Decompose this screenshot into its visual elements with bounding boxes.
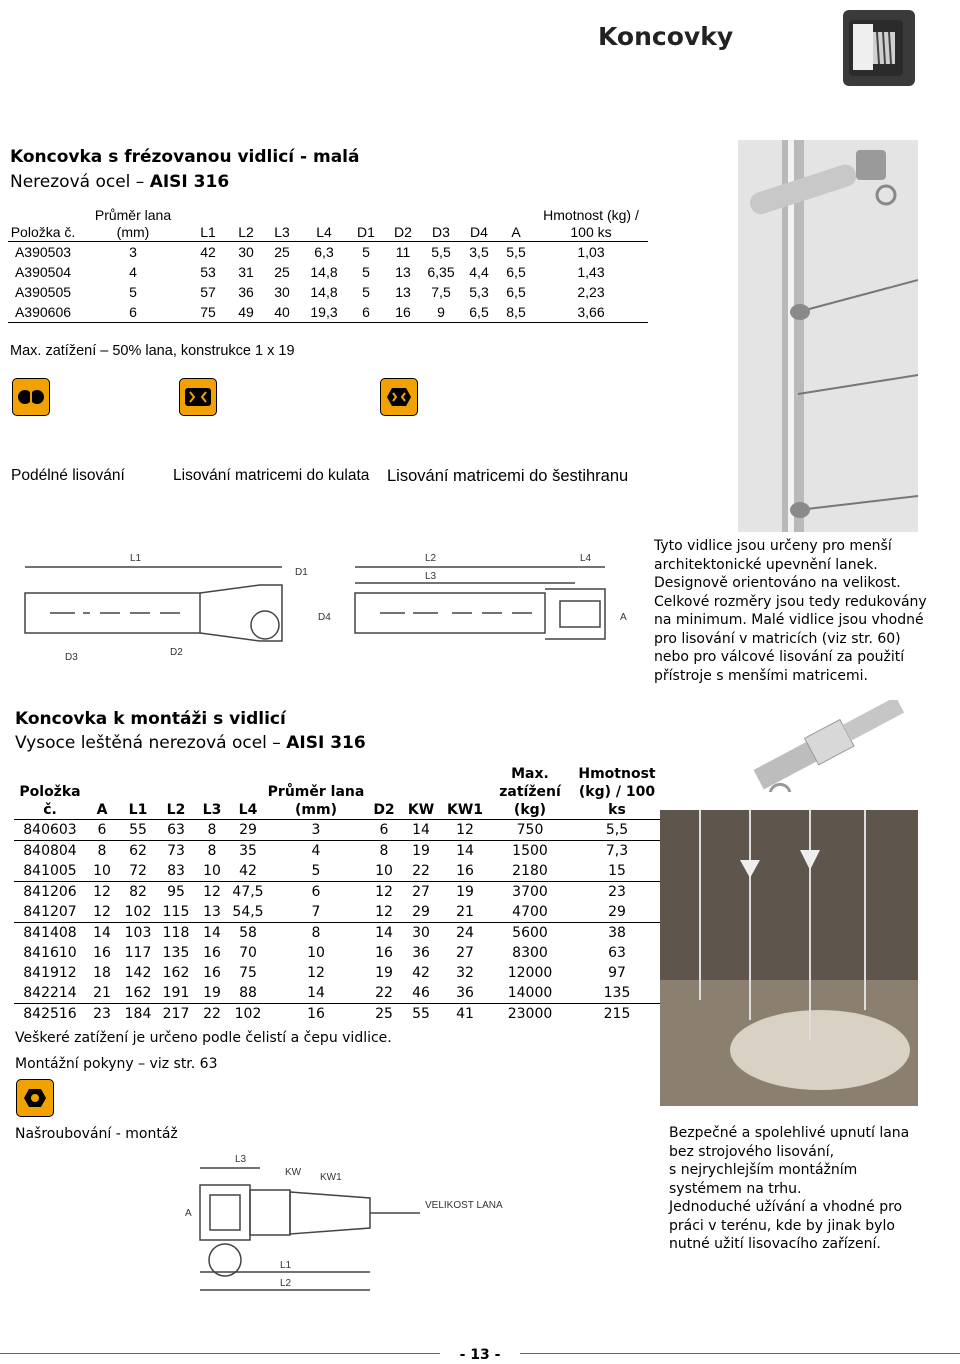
- col-header: KW1: [440, 765, 490, 820]
- table-cell: 27: [456, 945, 474, 961]
- table-cell: 53: [200, 264, 216, 280]
- table-row: [14, 943, 664, 963]
- table-cell: 13: [194, 902, 230, 923]
- table-cell: 15: [570, 861, 664, 882]
- table-cell: 3: [266, 820, 366, 841]
- table-cell: 27: [412, 884, 430, 900]
- table-cell: 16: [203, 965, 221, 981]
- table-row: [8, 282, 648, 302]
- col-header: L3: [264, 207, 300, 242]
- table-cell: 162: [162, 965, 190, 981]
- table-cell: 2,23: [577, 284, 605, 300]
- section2-subtitle: [15, 733, 366, 753]
- table-cell: 135: [162, 945, 190, 961]
- table-cell: 14000: [490, 983, 570, 1004]
- description-line: pro lisování v matricích (viz str. 60): [654, 630, 901, 647]
- table-cell: 13: [395, 264, 411, 280]
- col-header: Hmotnost (kg) / 100 ks: [534, 207, 648, 242]
- section1-description: [654, 537, 954, 685]
- table-cell: 14: [93, 925, 111, 941]
- table-cell: 841206: [23, 884, 77, 900]
- table-row: [14, 902, 664, 923]
- table-cell: 4: [129, 264, 137, 280]
- hex-die-press-icon: [380, 378, 418, 416]
- table-row: [8, 262, 648, 282]
- table-cell: 22: [203, 1006, 221, 1022]
- table-cell: 5,3: [469, 284, 489, 300]
- description-line: systémem na trhu.: [669, 1180, 802, 1197]
- table-cell: 6: [78, 302, 188, 323]
- section1-subtitle: [10, 172, 229, 192]
- table-cell: 63: [158, 820, 194, 841]
- table-cell: 12: [86, 902, 118, 923]
- product-photo-installation: [660, 810, 918, 1106]
- table-cell: 57: [200, 284, 216, 300]
- table-cell: 103: [124, 925, 152, 941]
- table-cell: 38: [608, 925, 626, 941]
- diagram-label: A: [620, 612, 627, 623]
- table-cell: 12: [307, 965, 325, 981]
- table-cell: 6,5: [506, 264, 526, 280]
- table-cell: 16: [93, 945, 111, 961]
- table-cell: 4,4: [469, 264, 489, 280]
- col-header: D2: [366, 765, 402, 820]
- table-cell: 32: [456, 965, 474, 981]
- section1-table-body: [8, 242, 648, 323]
- section2-table: [14, 765, 664, 1024]
- table-cell: 8: [97, 843, 107, 859]
- col-header: Položka č.: [14, 765, 86, 820]
- table-cell: 83: [158, 861, 194, 882]
- table-cell: 191: [158, 983, 194, 1004]
- table-cell: 841207: [14, 902, 86, 923]
- table-cell: A390503: [14, 244, 72, 260]
- table-cell: 22: [366, 983, 402, 1004]
- table-cell: 16: [440, 861, 490, 882]
- col-header: Položka č.: [8, 207, 78, 242]
- table-cell: 841610: [23, 945, 77, 961]
- longitudinal-press-icon: [12, 378, 50, 416]
- section1-subtitle-prefix: Nerezová ocel –: [10, 172, 145, 192]
- table-cell: 13: [395, 284, 411, 300]
- section1-title: Koncovka s frézovanou vidlicí - malá: [10, 147, 360, 167]
- page-number: - 13 -: [440, 1347, 520, 1363]
- table-cell: 12: [203, 884, 221, 900]
- table-cell: 70: [239, 945, 257, 961]
- table-cell: 21: [86, 983, 118, 1004]
- table-cell: 118: [162, 925, 190, 941]
- table-cell: 23: [608, 884, 626, 900]
- table-cell: 1,03: [577, 244, 605, 260]
- col-header: A: [86, 765, 118, 820]
- table-cell: 23: [93, 1006, 111, 1022]
- table-cell: 41: [456, 1006, 474, 1022]
- table-cell: 82: [129, 884, 147, 900]
- col-header: Průměr lana (mm): [78, 207, 188, 242]
- table-cell: 47,5: [232, 884, 264, 900]
- diagram-label: L3: [425, 571, 437, 582]
- table-cell: 12: [440, 820, 490, 841]
- col-header: L2: [158, 765, 194, 820]
- description-line: nutné užití lisovacího zařízení.: [669, 1236, 881, 1252]
- method-label-round: Lisování matricemi do kulata: [173, 467, 370, 484]
- table-cell: 5,5: [506, 244, 526, 260]
- table-cell: 42: [412, 965, 430, 981]
- table-cell: 10: [86, 861, 118, 882]
- description-line: Designově orientováno na velikost.: [654, 575, 901, 591]
- col-header: L4: [300, 207, 348, 242]
- table-cell: 14: [203, 925, 221, 941]
- table-cell: 36: [440, 983, 490, 1004]
- description-line: Tyto vidlice jsou určeny pro menší: [654, 538, 892, 554]
- description-line: s nejrychlejším montážním: [669, 1162, 858, 1178]
- table-cell: 5: [129, 284, 137, 300]
- table-cell: 16: [375, 945, 393, 961]
- table-cell: 10: [307, 945, 325, 961]
- table-cell: 750: [490, 820, 570, 841]
- table-cell: 40: [264, 302, 300, 323]
- section1-subtitle-material: AISI 316: [149, 172, 230, 192]
- table-cell: 11: [395, 244, 411, 260]
- table-cell: 8: [194, 820, 230, 841]
- table-cell: 46: [402, 983, 440, 1004]
- section2-subtitle-material: AISI 316: [286, 733, 366, 753]
- table-cell: 9: [422, 302, 460, 323]
- table-cell: 73: [167, 843, 185, 859]
- table-cell: 1,43: [577, 264, 605, 280]
- table-cell: 5: [362, 284, 370, 300]
- table-row: [14, 882, 664, 903]
- table-cell: 29: [570, 902, 664, 923]
- description-line: nebo pro válcové lisování za použití: [654, 649, 905, 665]
- table-cell: 14: [375, 925, 393, 941]
- description-line: na minimum. Malé vidlice jsou vhodné: [654, 612, 924, 628]
- diagram-label: L4: [580, 553, 592, 564]
- table-cell: 8: [379, 843, 389, 859]
- table-cell: 10: [366, 861, 402, 882]
- table-row: [14, 820, 664, 841]
- table-cell: 115: [158, 902, 194, 923]
- col-header: D4: [460, 207, 498, 242]
- diagram-label: L2: [280, 1278, 292, 1289]
- table-cell: 97: [608, 965, 626, 981]
- table-cell: 49: [228, 302, 264, 323]
- table-cell: 36: [238, 284, 254, 300]
- table-cell: 3,66: [534, 302, 648, 323]
- diagram-label: A: [185, 1208, 192, 1219]
- col-header: D2: [384, 207, 422, 242]
- table-cell: 55: [412, 1006, 430, 1022]
- table-cell: 19: [412, 843, 430, 859]
- col-header: L3: [194, 765, 230, 820]
- table-cell: 8: [311, 925, 321, 941]
- table-row: [14, 1004, 664, 1025]
- table-cell: 5: [266, 861, 366, 882]
- diagram-label: D1: [295, 567, 308, 578]
- diagram-label: L1: [280, 1260, 292, 1271]
- table-cell: 162: [118, 983, 158, 1004]
- page-header-title: Koncovky: [598, 22, 734, 51]
- table-cell: 16: [384, 302, 422, 323]
- table-cell: 19: [194, 983, 230, 1004]
- method-label-hex: Lisování matricemi do šestihranu: [387, 467, 629, 485]
- table-cell: 7: [266, 902, 366, 923]
- table-cell: 841912: [23, 965, 77, 981]
- product-photo-fork-small: [738, 140, 918, 532]
- section2-subtitle-prefix: Vysoce leštěná nerezová ocel –: [15, 733, 281, 753]
- table-cell: 18: [93, 965, 111, 981]
- table-cell: 8,5: [498, 302, 534, 323]
- table-cell: 36: [412, 945, 430, 961]
- diagram-label: KW1: [320, 1172, 342, 1183]
- diagram-label: L1: [130, 553, 142, 564]
- section1-table: [8, 207, 648, 323]
- description-line: architektonické upevnění lanek.: [654, 556, 878, 573]
- table-cell: 24: [456, 925, 474, 941]
- section1-technical-drawing: [20, 545, 650, 670]
- table-cell: 30: [412, 925, 430, 941]
- table-cell: 217: [162, 1006, 190, 1022]
- table-cell: 42: [200, 244, 216, 260]
- col-header: D1: [348, 207, 384, 242]
- col-header: Hmotnost (kg) / 100 ks: [570, 765, 664, 820]
- table-cell: 3: [129, 244, 137, 260]
- table-cell: 72: [118, 861, 158, 882]
- table-cell: 30: [274, 284, 290, 300]
- table-cell: 7,5: [431, 284, 451, 300]
- table-cell: 62: [129, 843, 147, 859]
- table-cell: 5: [362, 244, 370, 260]
- table-cell: 841005: [14, 861, 86, 882]
- col-header: Max. zatížení (kg): [490, 765, 570, 820]
- col-header: KW: [402, 765, 440, 820]
- table-cell: 25: [274, 244, 290, 260]
- table-cell: 25: [274, 264, 290, 280]
- table-cell: 6: [311, 884, 321, 900]
- table-cell: A390504: [14, 264, 72, 280]
- table-cell: 1500: [512, 843, 548, 859]
- table-cell: 102: [234, 1006, 262, 1022]
- table-cell: 117: [124, 945, 152, 961]
- diagram-label: VELIKOST LANA: [425, 1200, 503, 1211]
- description-line: bez strojového lisování,: [669, 1143, 835, 1160]
- section2-note-load: Veškeré zatížení je určeno podle čelistí a čepu vidlice.: [15, 1030, 392, 1046]
- table-cell: 4: [311, 843, 321, 859]
- table-cell: 58: [239, 925, 257, 941]
- table-cell: 75: [188, 302, 228, 323]
- table-cell: 19: [456, 884, 474, 900]
- table-cell: 215: [603, 1006, 631, 1022]
- table-cell: 30: [238, 244, 254, 260]
- table-cell: 2180: [490, 861, 570, 882]
- table-cell: 14: [456, 843, 474, 859]
- table-cell: 12: [93, 884, 111, 900]
- table-row: [8, 242, 648, 263]
- col-header: L4: [230, 765, 266, 820]
- diagram-label: D2: [170, 647, 183, 658]
- col-header: D3: [422, 207, 460, 242]
- table-cell: 22: [402, 861, 440, 882]
- table-cell: 35: [239, 843, 257, 859]
- section2-note-install: Montážní pokyny – viz str. 63: [15, 1056, 218, 1072]
- col-header: L1: [118, 765, 158, 820]
- table-cell: 14,8: [310, 284, 338, 300]
- table-cell: 25: [375, 1006, 393, 1022]
- table-cell: 63: [608, 945, 626, 961]
- section2-description: [669, 1124, 939, 1254]
- table-cell: 14: [402, 820, 440, 841]
- description-line: přístroje s menšími matricemi.: [654, 667, 868, 684]
- table-cell: 88: [230, 983, 266, 1004]
- table-row: [14, 841, 664, 862]
- table-row: [14, 983, 664, 1004]
- table-row: [14, 963, 664, 983]
- table-cell: 6: [366, 820, 402, 841]
- table-cell: 12: [375, 884, 393, 900]
- table-cell: 840603: [14, 820, 86, 841]
- table-cell: 5: [362, 264, 370, 280]
- table-cell: A390606: [8, 302, 78, 323]
- table-cell: 10: [194, 861, 230, 882]
- table-cell: 12: [366, 902, 402, 923]
- table-cell: 16: [203, 945, 221, 961]
- table-cell: 5,5: [431, 244, 451, 260]
- table-cell: 6,3: [314, 244, 334, 260]
- table-cell: 840804: [23, 843, 77, 859]
- method-label-screw: Našroubování - montáž: [15, 1126, 178, 1142]
- diagram-label: D3: [65, 652, 78, 663]
- table-cell: 21: [440, 902, 490, 923]
- description-line: Bezpečné a spolehlivé upnutí lana: [669, 1125, 910, 1141]
- col-header: A: [498, 207, 534, 242]
- table-cell: 842214: [14, 983, 86, 1004]
- table-cell: 55: [118, 820, 158, 841]
- table-cell: 29: [402, 902, 440, 923]
- col-header: L1: [188, 207, 228, 242]
- table-cell: 95: [167, 884, 185, 900]
- table-cell: 19,3: [300, 302, 348, 323]
- description-line: Celkové rozměry jsou tedy redukovány: [654, 593, 927, 610]
- table-cell: 14,8: [310, 264, 338, 280]
- table-cell: 54,5: [230, 902, 266, 923]
- table-cell: 4700: [490, 902, 570, 923]
- table-cell: 8: [207, 843, 217, 859]
- section2-technical-drawing: [180, 1150, 530, 1300]
- table-cell: 6: [86, 820, 118, 841]
- section2-title: Koncovka k montáži s vidlicí: [15, 709, 286, 729]
- table-cell: 7,3: [605, 843, 629, 859]
- diagram-label: D4: [318, 612, 331, 623]
- table-cell: A390505: [14, 284, 72, 300]
- description-line: Jednoduché užívání a vhodné pro: [669, 1199, 903, 1215]
- table-cell: 42: [230, 861, 266, 882]
- table-cell: 6,5: [460, 302, 498, 323]
- table-cell: 8300: [512, 945, 548, 961]
- table-cell: 6,35: [427, 264, 455, 280]
- screw-mount-icon: [16, 1079, 54, 1117]
- table-cell: 6,5: [506, 284, 526, 300]
- table-cell: 6: [348, 302, 384, 323]
- diagram-label: L2: [425, 553, 437, 564]
- table-cell: 135: [570, 983, 664, 1004]
- table-cell: 23000: [507, 1006, 553, 1022]
- product-photo-screw-fork: [710, 700, 930, 792]
- diagram-label: L3: [235, 1154, 247, 1165]
- table-cell: 3700: [512, 884, 548, 900]
- col-header: L2: [228, 207, 264, 242]
- table-cell: 841408: [23, 925, 77, 941]
- table-row: [14, 923, 664, 944]
- table-cell: 102: [118, 902, 158, 923]
- table-cell: 12000: [507, 965, 553, 981]
- table-cell: 5,5: [570, 820, 664, 841]
- table-cell: 5600: [512, 925, 548, 941]
- round-die-press-icon: [179, 378, 217, 416]
- table-cell: 184: [124, 1006, 152, 1022]
- table-cell: 29: [230, 820, 266, 841]
- table-cell: 31: [238, 264, 254, 280]
- method-label-longitudinal: Podélné lisování: [11, 467, 125, 484]
- description-line: práci v terénu, kde by jinak bylo: [669, 1217, 895, 1234]
- header-logo-icon: [843, 10, 915, 86]
- table-cell: 842516: [23, 1006, 77, 1022]
- diagram-label: KW: [285, 1167, 302, 1178]
- col-header: Průměr lana (mm): [266, 765, 366, 820]
- table-cell: 14: [266, 983, 366, 1004]
- table-cell: 75: [239, 965, 257, 981]
- table-row: [14, 861, 664, 882]
- table-cell: 142: [124, 965, 152, 981]
- table-cell: 19: [375, 965, 393, 981]
- section1-note: Max. zatížení – 50% lana, konstrukce 1 x 19: [10, 343, 295, 359]
- section2-table-body: [14, 820, 664, 1025]
- table-cell: 16: [307, 1006, 325, 1022]
- table-row: [8, 302, 648, 323]
- table-cell: 3,5: [469, 244, 489, 260]
